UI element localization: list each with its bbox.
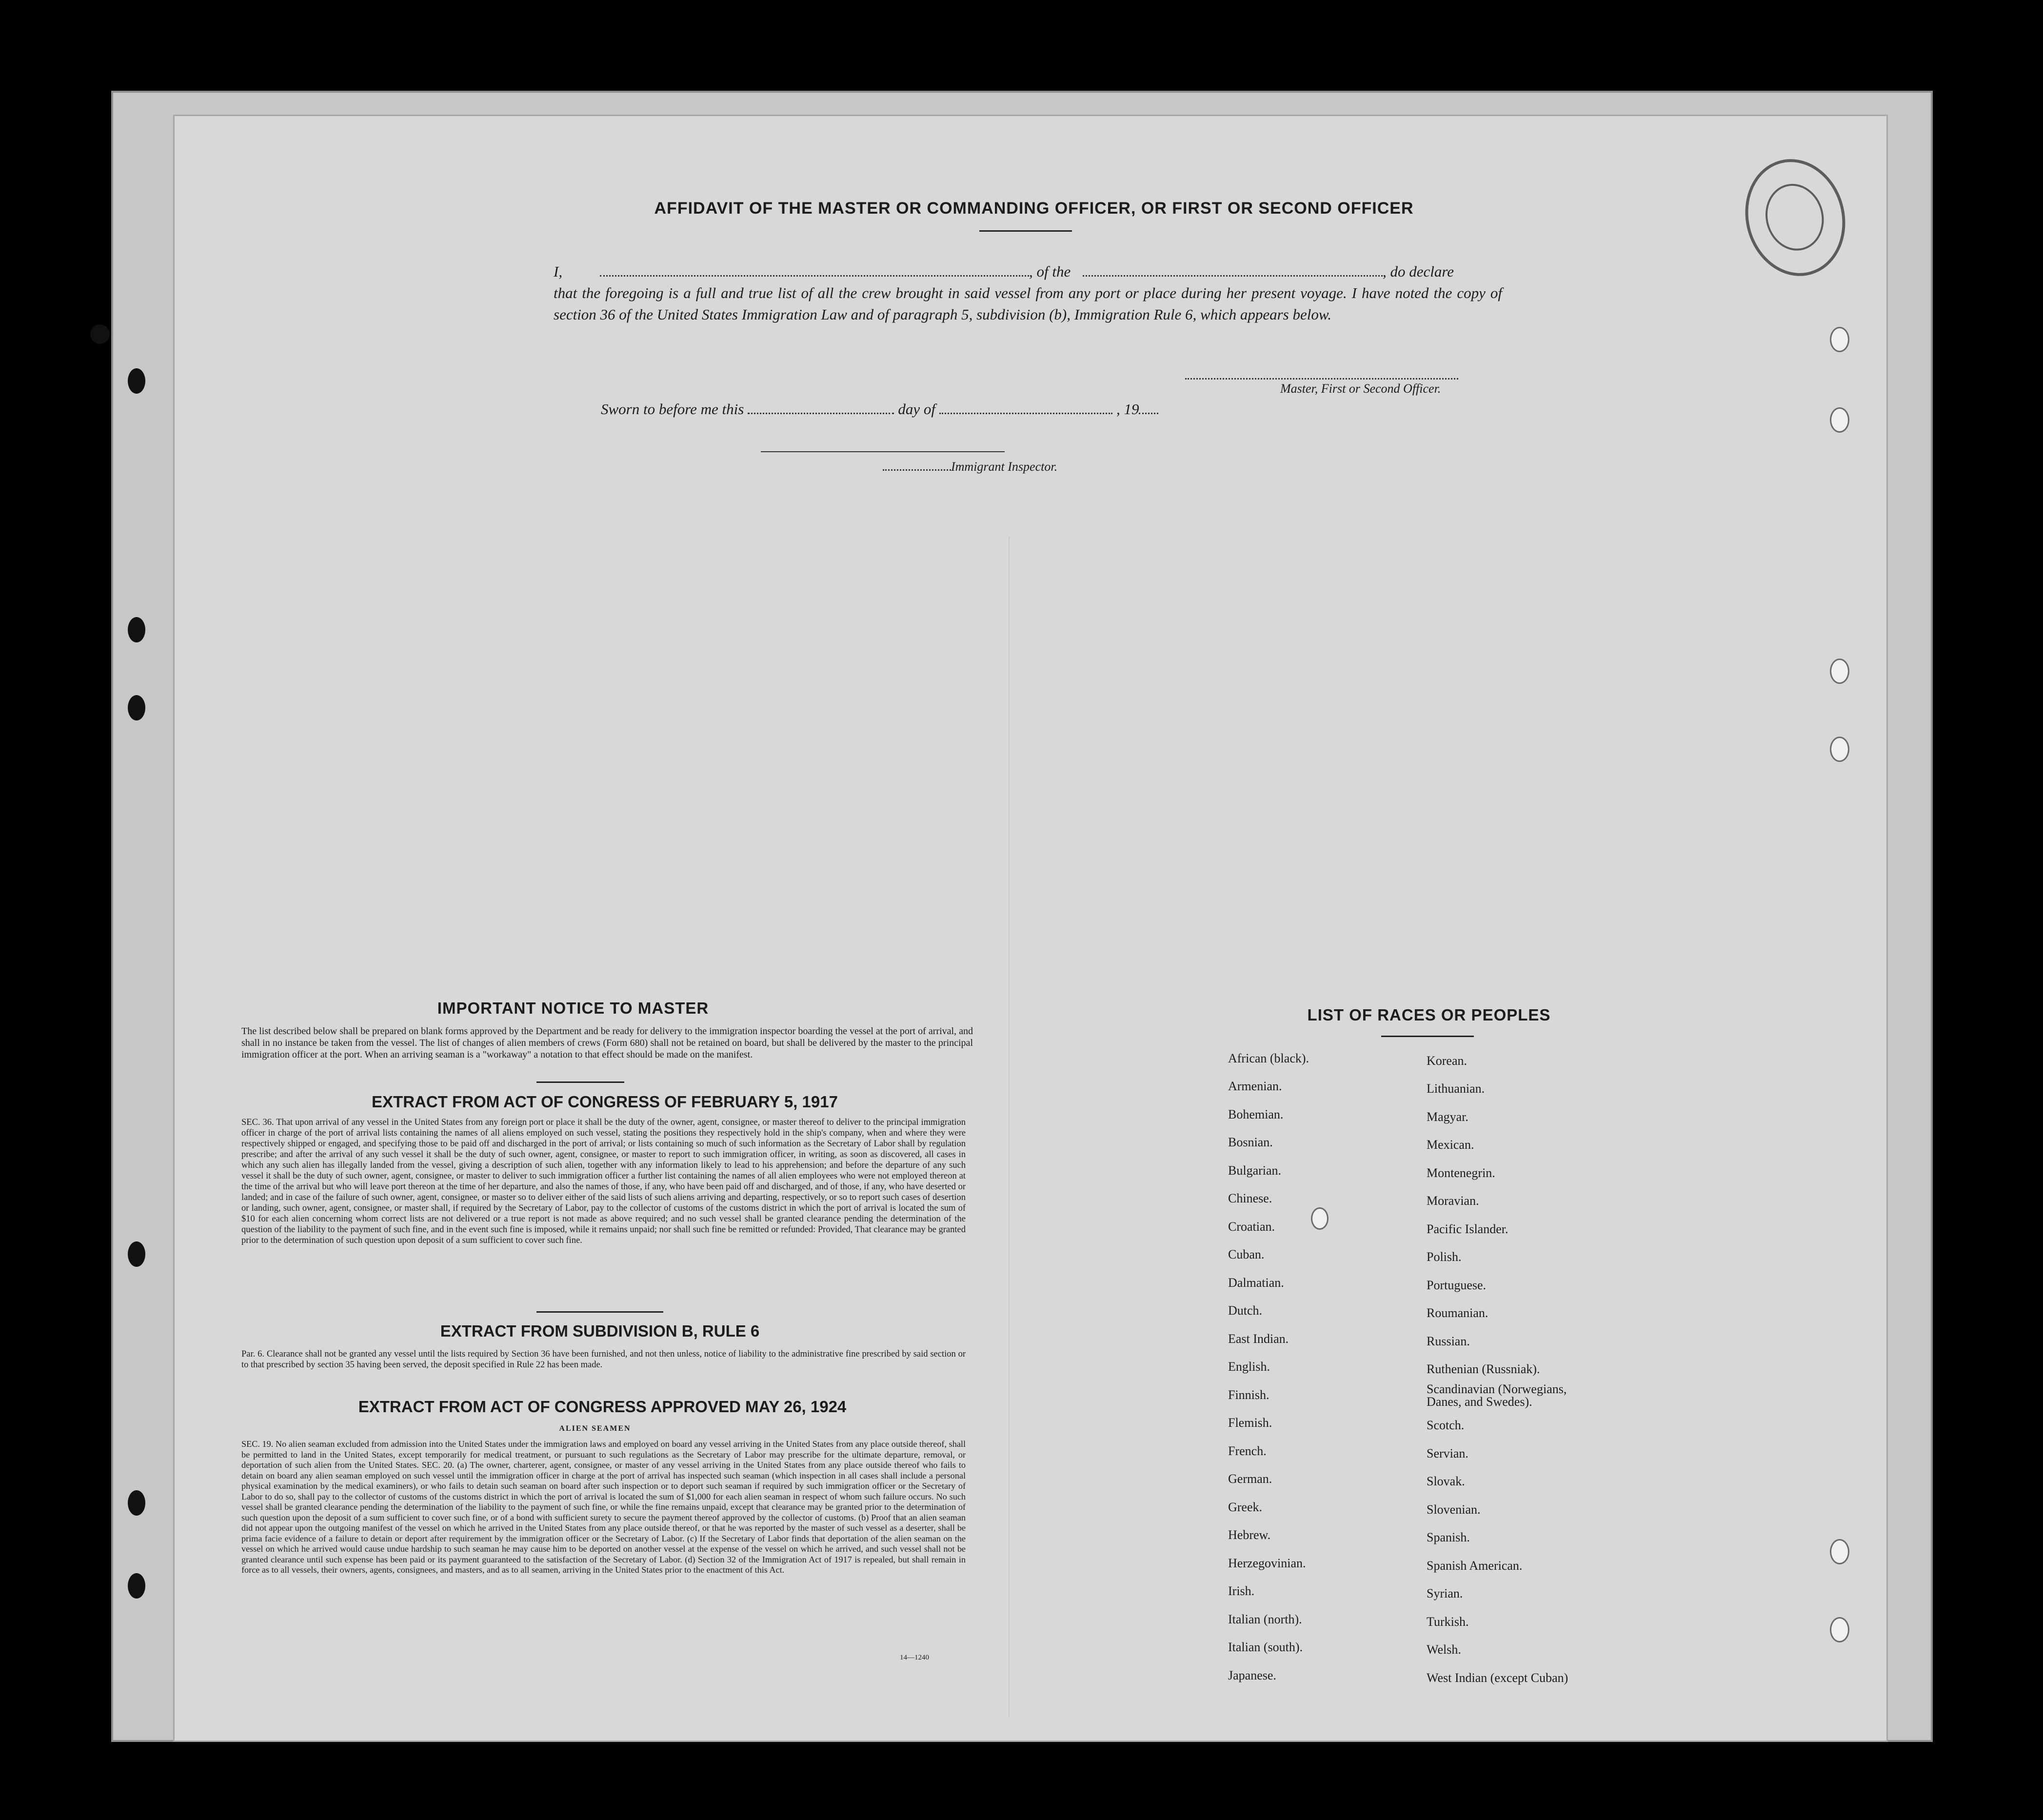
divider bbox=[536, 1311, 663, 1313]
punch-hole bbox=[1830, 327, 1849, 352]
races-divider bbox=[1381, 1036, 1474, 1037]
race-item: Welsh. bbox=[1427, 1642, 1461, 1657]
race-item: Bohemian. bbox=[1228, 1107, 1284, 1121]
race-item: Russian. bbox=[1427, 1334, 1470, 1348]
race-item: East Indian. bbox=[1228, 1332, 1289, 1346]
sworn-month-blank bbox=[939, 413, 1112, 414]
race-item: Roumanian. bbox=[1427, 1306, 1488, 1320]
extract-1917-text: SEC. 36. That upon arrival of any vessel in the United States from any foreign port or place it shall be the duty of the owner, agent, consignee, or master thereof to deliver to the principal immigration officer in charge of the port of arrival lists containing the names of all aliens employed on such vessel, stating the positions they respectively hold in the ship's company, when and where they were respectively shipped or engaged, and specifying those to be paid off and discharged in the port of arrival; or lists containing so much of such information as the Secretary of Labor shall by regulation prescribe; and after the arrival of any such vessel it shall be the duty of such owner, agent, consignee, or master to report to such immigration officer, in writing, as soon as discovered, all cases in which any such alien has illegally landed from the vessel, giving a description of such alien, together with any information likely to lead to his apprehension; and before the departure of any such vessel it shall be the duty of such owner, agent, consignee, or master to deliver to such immigration officer a further list containing the names of all alien employees who were not employed thereon at the time of the arrival but who will leave port thereon at the time of her departure, and also the names of those, if any, who have been paid off and discharged, and of those, if any, who have deserted or landed; and in case of the failure of such owner, agent, consignee, or master so to deliver either of the said lists of such aliens arriving and departing, respectively, or so to report such cases of desertion or landing, such owner, agent, consignee, or master shall, if required by the Secretary of Labor, pay to the collector of customs of the customs district in which the port of arrival is located the sum of $10 for each alien concerning whom correct lists are not delivered or a true report is not made as above required; and no such vessel shall be granted clearance pending the determination of the question of the liability to the payment of such fine, and in the event such fine is imposed, while it remains unpaid; nor shall such fine be remitted or refunded: Provided, That clearance may be granted prior to the determination of such question upon deposit of a sum sufficient to cover such fine. bbox=[241, 1118, 966, 1245]
punch-hole bbox=[1830, 407, 1849, 433]
sworn-line bbox=[601, 399, 1235, 420]
race-item: Herzegovinian. bbox=[1228, 1556, 1306, 1570]
sworn-year: , 19 bbox=[1116, 400, 1139, 418]
race-item: Croatian. bbox=[1228, 1220, 1275, 1234]
race-item: English. bbox=[1228, 1360, 1270, 1374]
race-item: Moravian. bbox=[1427, 1194, 1479, 1208]
race-item: Armenian. bbox=[1228, 1079, 1282, 1093]
race-item: Finnish. bbox=[1228, 1388, 1269, 1402]
notice-title: IMPORTANT NOTICE TO MASTER bbox=[437, 999, 709, 1017]
race-item: Flemish. bbox=[1228, 1416, 1272, 1430]
race-item: Scotch. bbox=[1427, 1418, 1465, 1432]
race-item: Bulgarian. bbox=[1228, 1163, 1282, 1178]
race-item: Italian (south). bbox=[1228, 1640, 1303, 1654]
master-signature-line bbox=[1185, 378, 1458, 380]
race-item: Lithuanian. bbox=[1427, 1081, 1485, 1096]
race-item: Mexican. bbox=[1427, 1138, 1474, 1152]
extract-1917-title: EXTRACT FROM ACT OF CONGRESS OF FEBRUARY 5, 1917 bbox=[372, 1093, 838, 1111]
declare-of-the: , of the bbox=[1029, 263, 1071, 280]
race-item: Slovak. bbox=[1427, 1474, 1465, 1488]
race-item: Turkish. bbox=[1427, 1615, 1469, 1629]
race-item: Slovenian. bbox=[1427, 1502, 1481, 1517]
race-item: Syrian. bbox=[1427, 1586, 1463, 1600]
punch-hole bbox=[90, 324, 110, 344]
race-item: Bosnian. bbox=[1228, 1135, 1273, 1149]
race-item: Montenegrin. bbox=[1427, 1166, 1495, 1180]
affidavit-declaration bbox=[554, 261, 1502, 325]
race-item: Spanish American. bbox=[1427, 1559, 1523, 1573]
declare-end: , do declare bbox=[1383, 263, 1454, 280]
punch-hole bbox=[1830, 1539, 1849, 1564]
affidavit-body-text: that the foregoing is a full and true list of all the crew brought in said vessel from any port or place during her present voyage. I have noted the copy of section 36 of the United States Immigration Law and of paragraph 5, subdivision (b), Immigration Rule 6, which appears below. bbox=[554, 284, 1502, 323]
affidavit-title: AFFIDAVIT OF THE MASTER OR COMMANDING OFFICER, OR FIRST OR SECOND OFFICER bbox=[654, 199, 1414, 218]
race-item: Chinese. bbox=[1228, 1191, 1272, 1205]
inspector-caption: Immigrant Inspector. bbox=[951, 460, 1058, 474]
extract-rule6-text: Par. 6. Clearance shall not be granted any vessel until the lists required by Section 36 have been furnished, and not then unless, notice of liability to the administrative fine prescribed by said section or to that prescribed by section 35 having been served, the deposit specified in Rule 22 has been made. bbox=[241, 1349, 966, 1370]
master-caption: Master, First or Second Officer. bbox=[1280, 381, 1441, 396]
race-item: Magyar. bbox=[1427, 1110, 1468, 1124]
form-number: 14—1240 bbox=[900, 1654, 929, 1661]
inspector-signature-line bbox=[761, 451, 1005, 452]
race-item: Spanish. bbox=[1427, 1530, 1470, 1544]
vessel-blank bbox=[1083, 275, 1383, 277]
page-fold-line bbox=[1009, 537, 1010, 1717]
punch-hole bbox=[128, 368, 145, 394]
race-item: Hebrew. bbox=[1228, 1528, 1271, 1542]
race-item: French. bbox=[1228, 1444, 1267, 1458]
punch-hole bbox=[128, 1490, 145, 1516]
race-item: Servian. bbox=[1427, 1446, 1468, 1460]
inspector-name-line bbox=[883, 469, 951, 471]
sworn-prefix: Sworn to before me this bbox=[601, 400, 744, 418]
punch-hole bbox=[1830, 737, 1849, 762]
race-item: African (black). bbox=[1228, 1051, 1309, 1065]
race-item: German. bbox=[1228, 1472, 1272, 1486]
title-divider bbox=[979, 230, 1072, 232]
race-item: Dalmatian. bbox=[1228, 1276, 1284, 1290]
name-blank bbox=[600, 275, 1029, 277]
race-item: Pacific Islander. bbox=[1427, 1222, 1508, 1236]
race-item: Polish. bbox=[1427, 1250, 1462, 1264]
race-item: Portuguese. bbox=[1427, 1278, 1487, 1292]
race-item: Irish. bbox=[1228, 1584, 1255, 1598]
race-item: Korean. bbox=[1427, 1054, 1468, 1068]
punch-hole bbox=[128, 695, 145, 720]
sworn-day-blank bbox=[748, 413, 894, 414]
extract-1924-text: SEC. 19. No alien seaman excluded from admission into the United States under the immigration laws and employed on board any vessel arriving in the United States from any place outside thereof, shall be permitted to land in the United States, except temporarily for medical treatment, or pursuant to such regulations as the Secretary of Labor may prescribe for the ultimate departure, removal, or deportation of such alien from the United States. SEC. 20. (a) The owner, charterer, agent, consignee, or master of any vessel arriving in the United States from any place outside thereof who fails to detain on board any alien seaman employed on such vessel until the immigration officer in charge at the port of arrival has inspected such seaman (which inspection in all cases shall include a personal physical examination by the medical examiners), or who fails to detain such seaman on board after such inspection or to deport such seaman if required by such immigration officer or the Secretary of Labor to do so, shall pay to the collector of customs of the customs district in which the port of arrival is located the sum of $1,000 for each alien seaman in respect of whom such failure occurs. No such vessel shall be granted clearance pending the determination of the liability to the payment of such fine, or while the fine remains unpaid, except that clearance may be granted prior to the determination of such question upon the deposit of a sum sufficient to cover such fine, or of a bond with sufficient surety to secure the payment thereof approved by the collector of customs. (b) Proof that an alien seaman did not appear upon the outgoing manifest of the vessel on which he arrived in the United States from any place outside thereof, or that he was reported by the master of such vessel as a deserter, shall be prima facie evidence of a failure to detain or deport after requirement by the immigration officer or the Secretary of Labor. (c) If the Secretary of Labor finds that deportation of the alien seaman on the vessel on which he arrived would cause undue hardship to such seaman he may cause him to be deported on another vessel at the expense of the vessel on which he arrived, and such vessel shall not be granted clearance until such expense has been paid or its payment guaranteed to the satisfaction of the Secretary of Labor. (d) Section 32 of the Immigration Act of 1917 is repealed, but shall remain in force as to all vessels, their owners, agents, consignees, and masters, and as to all seamen, arriving in the United States prior to the enactment of this Act. bbox=[241, 1439, 966, 1575]
declare-i: I, bbox=[554, 263, 563, 280]
punch-hole bbox=[1311, 1207, 1329, 1230]
punch-hole bbox=[1830, 1617, 1849, 1642]
race-item: West Indian (except Cuban) bbox=[1427, 1671, 1568, 1685]
sworn-year-blank bbox=[1139, 413, 1158, 414]
extract-1924-title: EXTRACT FROM ACT OF CONGRESS APPROVED MAY 26, 1924 bbox=[358, 1398, 847, 1416]
race-item: Italian (north). bbox=[1228, 1612, 1302, 1626]
race-item: Ruthenian (Russniak). bbox=[1427, 1362, 1540, 1376]
divider bbox=[536, 1081, 624, 1083]
extract-1924-subtitle: ALIEN SEAMEN bbox=[559, 1424, 631, 1433]
race-item: Dutch. bbox=[1228, 1303, 1263, 1318]
race-item: Scandinavian (Norwegians, Danes, and Swedes). bbox=[1427, 1382, 1567, 1409]
race-item: Japanese. bbox=[1228, 1668, 1276, 1682]
race-item: Cuban. bbox=[1228, 1247, 1265, 1261]
punch-hole bbox=[128, 1573, 145, 1599]
races-title: LIST OF RACES OR PEOPLES bbox=[1307, 1006, 1551, 1024]
extract-rule6-title: EXTRACT FROM SUBDIVISION B, RULE 6 bbox=[440, 1322, 760, 1340]
punch-hole bbox=[128, 617, 145, 642]
race-item: Greek. bbox=[1228, 1500, 1263, 1514]
notice-text: The list described below shall be prepared on blank forms approved by the Department and be ready for delivery to the immigration inspector boarding the vessel at the port of arrival, and shall in no instance be taken from the vessel. The list of changes of alien members of crews (Form 680) shall not be retained on board, but shall be delivered by the master to the principal immigration officer at the port. When an arriving seaman is a "workaway" a notation to that effect should be made on the manifest. bbox=[241, 1026, 973, 1060]
punch-hole bbox=[128, 1241, 145, 1267]
sworn-day-of: day of bbox=[898, 400, 935, 418]
punch-hole bbox=[1830, 659, 1849, 684]
